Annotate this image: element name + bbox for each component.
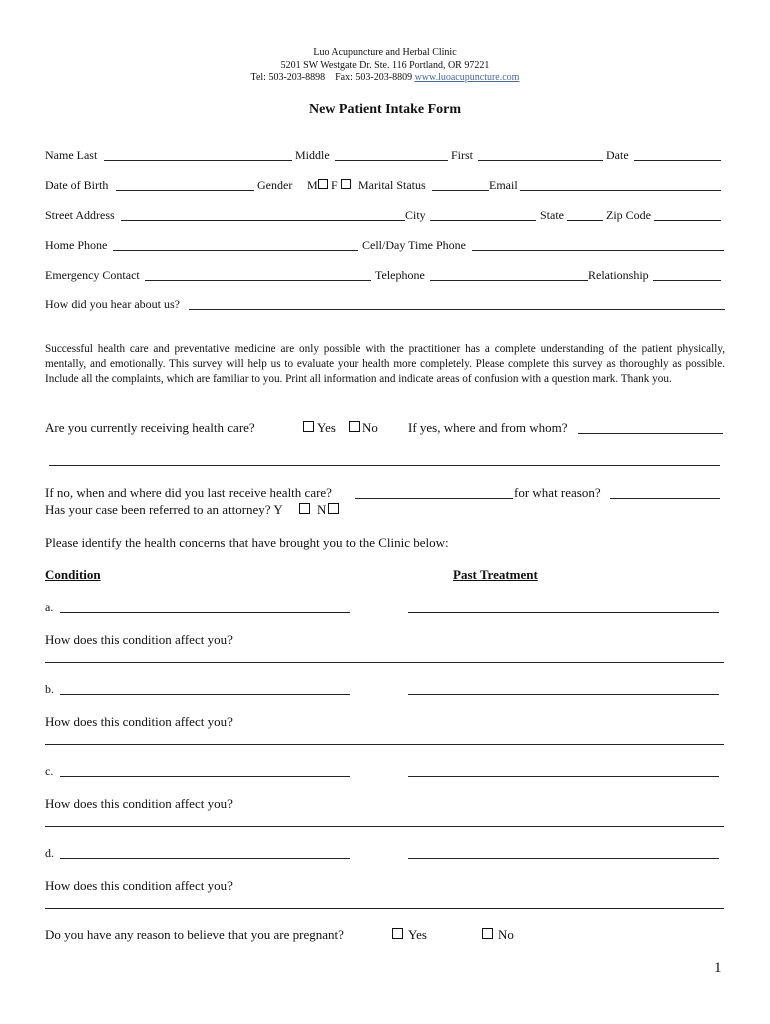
emergency-contact-field[interactable] bbox=[145, 280, 371, 281]
attorney-n-label: N bbox=[317, 502, 327, 517]
home-phone-label: Home Phone bbox=[45, 238, 108, 252]
clinic-contact bbox=[0, 71, 770, 84]
emergency-contact-label: Emergency Contact bbox=[45, 268, 140, 282]
if-yes-field-continued[interactable] bbox=[49, 465, 720, 466]
condition-d-letter: d. bbox=[45, 846, 54, 860]
pregnancy-yes-label: Yes bbox=[408, 927, 427, 942]
hear-about-label: How did you hear about us? bbox=[45, 297, 180, 311]
street-address-field[interactable] bbox=[121, 220, 405, 221]
attorney-yes-checkbox[interactable] bbox=[299, 503, 310, 514]
gender-f-label: F bbox=[331, 178, 338, 192]
if-no-label: If no, when and where did you last receive health care? bbox=[45, 485, 332, 500]
condition-d-question: How does this condition affect you? bbox=[45, 878, 233, 893]
email-label: Email bbox=[489, 178, 518, 192]
health-care-no-checkbox[interactable] bbox=[349, 421, 360, 432]
marital-status-field[interactable] bbox=[432, 190, 489, 191]
past-treatment-header: Past Treatment bbox=[453, 567, 538, 582]
first-name-field[interactable] bbox=[478, 160, 603, 161]
condition-c-question: How does this condition affect you? bbox=[45, 796, 233, 811]
state-field[interactable] bbox=[567, 220, 603, 221]
middle-label: Middle bbox=[295, 148, 330, 162]
city-field[interactable] bbox=[430, 220, 536, 221]
health-care-question: Are you currently receiving health care? bbox=[45, 420, 255, 435]
zip-code-label: Zip Code bbox=[606, 208, 651, 222]
pregnancy-no-label: No bbox=[498, 927, 514, 942]
relationship-field[interactable] bbox=[653, 280, 721, 281]
clinic-name: Luo Acupuncture and Herbal Clinic bbox=[313, 47, 457, 58]
condition-d-field[interactable] bbox=[60, 858, 350, 859]
condition-c-field[interactable] bbox=[60, 776, 350, 777]
zip-code-field[interactable] bbox=[654, 220, 721, 221]
condition-c-letter: c. bbox=[45, 764, 54, 778]
clinic-tel: Tel: 503-203-8898 bbox=[250, 72, 326, 83]
for-what-reason-label: for what reason? bbox=[514, 485, 601, 500]
condition-b-letter: b. bbox=[45, 682, 54, 696]
condition-b-effect-field[interactable] bbox=[45, 744, 724, 745]
treatment-d-field[interactable] bbox=[408, 858, 719, 859]
intro-paragraph: Successful health care and preventative medicine are only possible with the practitioner has a complete understanding of the patient physically, mentally, and emotionally. This survey will help us to evaluate your health more completely. Please complete this survey as thoroughly as possible. Include all the complaints, which are familiar to you. Print all information and indicate areas of confusion with a question mark. Thank you. bbox=[45, 343, 725, 385]
clinic-address: 5201 SW Westgate Dr. Ste. 116 Portland, OR 97221 bbox=[280, 60, 490, 71]
pregnancy-yes-checkbox[interactable] bbox=[392, 928, 403, 939]
gender-m-label: M bbox=[307, 178, 318, 192]
health-care-no-label: No bbox=[362, 420, 378, 435]
name-last-field[interactable] bbox=[104, 160, 292, 161]
gender-label: Gender bbox=[257, 178, 293, 192]
date-field[interactable] bbox=[634, 160, 721, 161]
condition-a-letter: a. bbox=[45, 600, 54, 614]
cell-phone-label: Cell/Day Time Phone bbox=[362, 238, 467, 252]
page-number: 1 bbox=[714, 960, 722, 976]
relationship-label: Relationship bbox=[588, 268, 649, 282]
treatment-c-field[interactable] bbox=[408, 776, 719, 777]
gender-m-checkbox[interactable] bbox=[318, 179, 328, 189]
if-no-field[interactable] bbox=[355, 498, 513, 499]
condition-a-effect-field[interactable] bbox=[45, 662, 724, 663]
emergency-telephone-field[interactable] bbox=[430, 280, 588, 281]
marital-status-label: Marital Status bbox=[358, 178, 426, 192]
condition-header: Condition bbox=[45, 567, 101, 582]
attorney-question: Has your case been referred to an attorney? Y bbox=[45, 502, 283, 517]
if-yes-label: If yes, where and from whom? bbox=[408, 420, 568, 435]
cell-phone-field[interactable] bbox=[472, 250, 724, 251]
dob-field[interactable] bbox=[116, 190, 254, 191]
form-title: New Patient Intake Form bbox=[308, 102, 462, 117]
first-label: First bbox=[451, 148, 474, 162]
home-phone-field[interactable] bbox=[113, 250, 358, 251]
condition-b-field[interactable] bbox=[60, 694, 350, 695]
hear-about-field[interactable] bbox=[189, 309, 725, 310]
reason-field[interactable] bbox=[610, 498, 720, 499]
state-label: State bbox=[540, 208, 564, 222]
condition-c-effect-field[interactable] bbox=[45, 826, 724, 827]
condition-a-question: How does this condition affect you? bbox=[45, 632, 233, 647]
concerns-prompt: Please identify the health concerns that have brought you to the Clinic below: bbox=[45, 535, 449, 550]
middle-name-field[interactable] bbox=[335, 160, 448, 161]
telephone-label: Telephone bbox=[375, 268, 425, 282]
attorney-no-checkbox[interactable] bbox=[328, 503, 339, 514]
health-care-yes-label: Yes bbox=[317, 420, 336, 435]
condition-a-field[interactable] bbox=[60, 612, 350, 613]
gender-f-checkbox[interactable] bbox=[341, 179, 351, 189]
name-last-label: Name Last bbox=[45, 148, 98, 162]
pregnancy-question: Do you have any reason to believe that you are pregnant? bbox=[45, 927, 344, 942]
treatment-a-field[interactable] bbox=[408, 612, 719, 613]
clinic-fax: Fax: 503-203-8809 bbox=[335, 72, 413, 83]
city-label: City bbox=[405, 208, 426, 222]
dob-label: Date of Birth bbox=[45, 178, 109, 192]
email-field[interactable] bbox=[520, 190, 721, 191]
street-address-label: Street Address bbox=[45, 208, 115, 222]
condition-d-effect-field[interactable] bbox=[45, 908, 724, 909]
if-yes-field[interactable] bbox=[578, 433, 723, 434]
treatment-b-field[interactable] bbox=[408, 694, 719, 695]
health-care-yes-checkbox[interactable] bbox=[303, 421, 314, 432]
pregnancy-no-checkbox[interactable] bbox=[482, 928, 493, 939]
date-label: Date bbox=[606, 148, 629, 162]
clinic-website-link[interactable]: www.luoacupuncture.com bbox=[414, 72, 520, 83]
condition-b-question: How does this condition affect you? bbox=[45, 714, 233, 729]
